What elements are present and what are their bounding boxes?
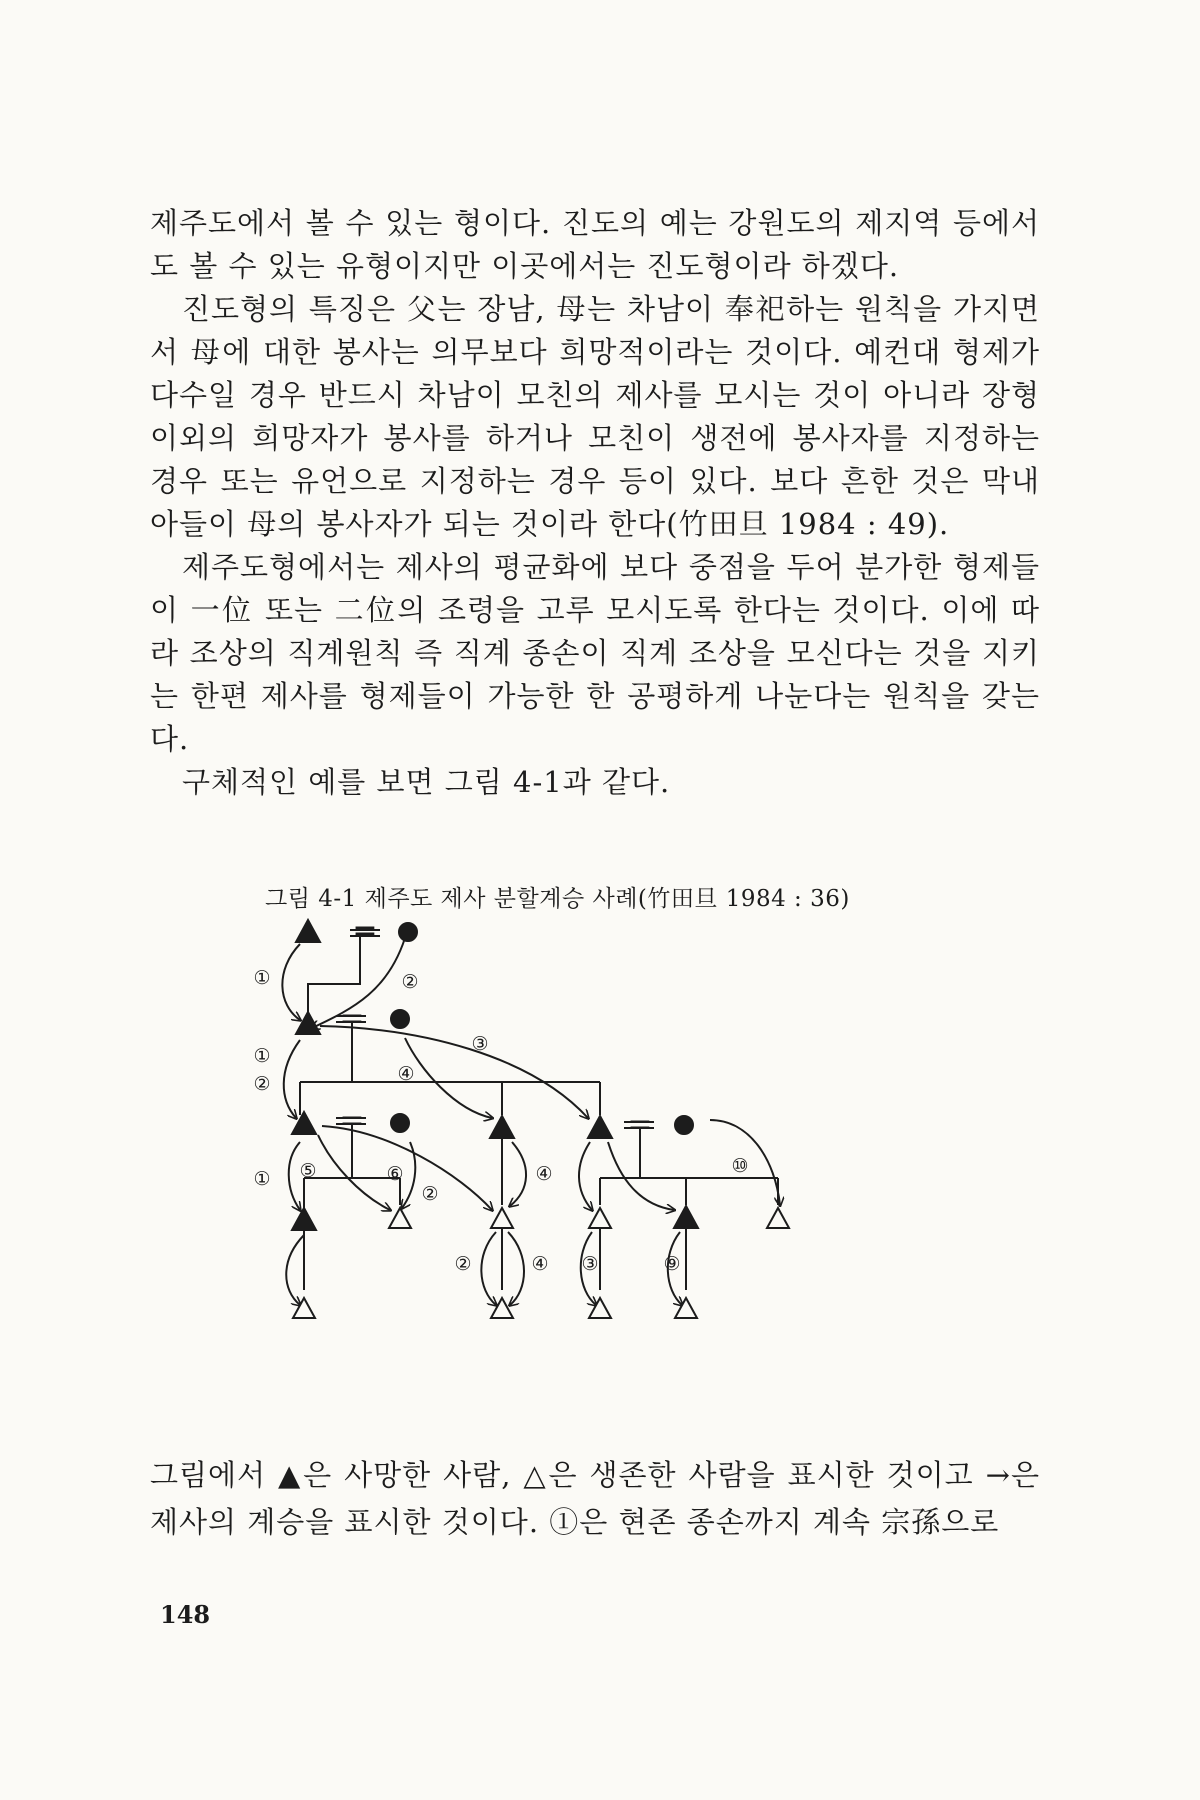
marriage-equals: = bbox=[339, 1001, 365, 1036]
succession-arrow bbox=[282, 944, 300, 1020]
deceased-female-symbol bbox=[399, 923, 417, 941]
deceased-male-symbol bbox=[588, 1116, 612, 1138]
body-text bbox=[150, 202, 1040, 804]
living-person-symbol bbox=[389, 1208, 411, 1228]
succession-arrow bbox=[289, 1142, 300, 1210]
succession-arrow bbox=[510, 1142, 526, 1206]
deceased-male-symbol bbox=[490, 1116, 514, 1138]
label-2: ② bbox=[454, 1253, 472, 1275]
deceased-male-symbol bbox=[674, 1206, 698, 1228]
paragraph-3: 제주도형에서는 제사의 평균화에 보다 중점을 두어 분가한 형제들이 一位 또는 二位의 조령을 고루 모시도록 한다는 것이다. 이에 따라 조상의 직계원칙 즉 직계 종손이 직계 조상을 모신다는 것을 지키는 한편 제사를 형제들이 가능한 한 공평하게 나눈다는 원칙을 갖는다. bbox=[150, 550, 1040, 756]
succession-arrow bbox=[322, 1126, 492, 1210]
label-1: ① bbox=[253, 967, 271, 989]
label-3: ③ bbox=[581, 1253, 599, 1275]
succession-arrow bbox=[286, 1235, 304, 1305]
deceased-male-symbol bbox=[296, 1012, 320, 1034]
paragraph-4: 구체적인 예를 보면 그림 4-1과 같다. bbox=[182, 765, 671, 799]
succession-arrow bbox=[318, 1135, 390, 1210]
succession-arrow bbox=[579, 1142, 592, 1210]
deceased-male-symbol bbox=[292, 1112, 316, 1134]
deceased-male-symbol bbox=[296, 920, 320, 942]
label-4: ④ bbox=[535, 1163, 553, 1185]
deceased-female-symbol bbox=[391, 1114, 409, 1132]
figure-caption: 그림 4-1 제주도 제사 분할계승 사례(竹田旦 1984 : 36) bbox=[265, 886, 850, 912]
succession-arrow bbox=[508, 1232, 524, 1305]
paragraph-1: 제주도에서 볼 수 있는 형이다. 진도의 예는 강원도의 제지역 등에서 도 볼 수 있는 유형이지만 이곳에서는 진도형이라 하겠다. bbox=[150, 206, 1040, 283]
label-2: ② bbox=[421, 1183, 439, 1205]
marriage-equals: = bbox=[627, 1107, 653, 1142]
label-2: ② bbox=[253, 1073, 271, 1095]
label-1: ① bbox=[253, 1045, 271, 1067]
living-person-symbol bbox=[491, 1298, 513, 1318]
living-person-symbol bbox=[589, 1208, 611, 1228]
marriage-equals: = bbox=[352, 913, 378, 948]
deceased-female-symbol bbox=[391, 1010, 409, 1028]
label-6: ⑥ bbox=[386, 1163, 404, 1185]
label-2: ② bbox=[401, 971, 419, 993]
explanation-text: 그림에서 ▲은 사망한 사람, △은 생존한 사람을 표시한 것이고 →은 제사의 계승을 표시한 것이다. ①은 현존 종손까지 계속 宗孫으로 bbox=[150, 1458, 1040, 1539]
living-person-symbol bbox=[491, 1208, 513, 1228]
label-4: ④ bbox=[531, 1253, 549, 1275]
page-number: 148 bbox=[160, 1600, 211, 1629]
succession-arrow bbox=[481, 1232, 496, 1305]
label-10: ⑩ bbox=[731, 1155, 749, 1177]
deceased-female-symbol bbox=[675, 1116, 693, 1134]
kinship-diagram bbox=[253, 913, 970, 1410]
label-9: ⑨ bbox=[663, 1253, 681, 1275]
label-3: ③ bbox=[471, 1033, 489, 1055]
deceased-male-symbol bbox=[292, 1208, 316, 1230]
paragraph-2: 진도형의 특징은 父는 장남, 母는 차남이 奉祀하는 원칙을 가지면서 母에 대한 봉사는 의무보다 희망적이라는 것이다. 예컨대 형제가 다수일 경우 반드시 차남이 모친의 제사를 모시는 것이 아니라 장형 이외의 희망자가 봉사를 하거나 모친이 생전에 봉사자를 지정하는 경우 또는 유언으로 지정하는 경우 등이 있다. 보다 흔한 것은 막내아들이 母의 봉사자가 되는 것이라 한다(竹田旦 1984 : 49). bbox=[150, 292, 1040, 541]
label-4: ④ bbox=[397, 1063, 415, 1085]
succession-arrow bbox=[284, 1040, 300, 1118]
label-1: ① bbox=[253, 1168, 271, 1190]
living-person-symbol bbox=[767, 1208, 789, 1228]
marriage-equals: = bbox=[339, 1103, 365, 1138]
label-5: ⑤ bbox=[299, 1160, 317, 1182]
